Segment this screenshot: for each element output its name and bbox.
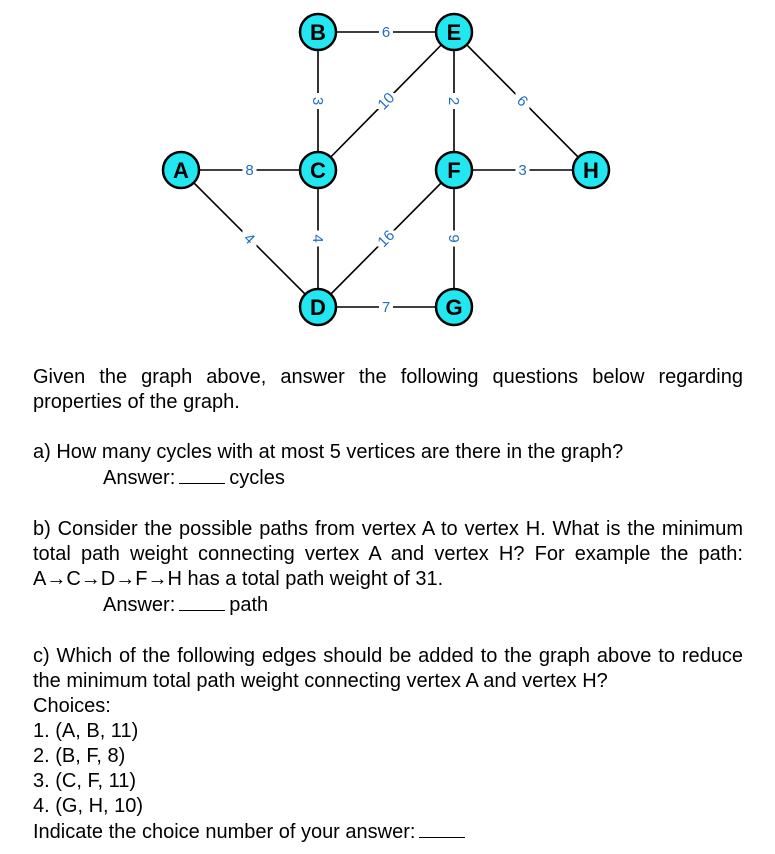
question-b — [33, 517, 743, 618]
edge-weight-F-G: 9 — [445, 234, 462, 243]
graph-diagram — [0, 0, 775, 340]
node-label: D — [310, 295, 326, 320]
node-A — [163, 152, 199, 188]
question-a-answer-line — [33, 465, 743, 491]
choice-prompt: Indicate the choice number of your answer: — [33, 821, 416, 843]
question-c — [33, 644, 743, 845]
node-B — [300, 14, 336, 50]
answer-blank-c[interactable] — [419, 819, 465, 838]
node-F — [436, 152, 472, 188]
edge-weight-A-C: 8 — [245, 162, 254, 179]
edge-weight-E-F: 2 — [445, 96, 462, 106]
choice-item: 3. (C, F, 11) — [33, 770, 136, 792]
edge-weight-E-H: 6 — [513, 92, 532, 111]
node-label: F — [447, 158, 461, 183]
choice-item: 4. (G, H, 10) — [33, 795, 144, 817]
node-G — [436, 289, 472, 325]
edge-weight-D-F: 16 — [374, 226, 399, 251]
question-a — [33, 440, 743, 491]
edge-weight-B-E: 6 — [381, 24, 391, 41]
answer-suffix: cycles — [229, 467, 285, 489]
choice-item: 1. (A, B, 11) — [33, 720, 139, 742]
choices-label: Choices: — [33, 695, 111, 717]
node-H — [573, 152, 609, 188]
choice-item: 2. (B, F, 8) — [33, 745, 126, 767]
node-D — [300, 289, 336, 325]
edge-weight-B-C: 3 — [309, 96, 326, 106]
node-C — [300, 152, 336, 188]
choices-list — [33, 719, 743, 819]
answer-suffix: path — [229, 594, 269, 616]
edge-weight-A-D: 4 — [240, 229, 259, 248]
node-label: G — [445, 295, 463, 320]
question-a-text: a) How many cycles with at most 5 vertices are there in the graph? — [33, 441, 624, 463]
node-label: C — [310, 158, 326, 183]
node-label: H — [583, 158, 599, 183]
question-b-answer-line — [33, 592, 743, 618]
node-E — [436, 14, 472, 50]
edge-weight-C-E: 10 — [374, 89, 399, 114]
edge-weight-C-D: 4 — [309, 234, 326, 243]
answer-prefix: Answer: — [103, 467, 176, 489]
question-c-text: c) Which of the following edges should be added to the graph above to reduce the minimum total path weight connecting vertex A and vertex H? — [33, 645, 743, 692]
node-label: E — [446, 20, 462, 45]
answer-prefix: Answer: — [103, 594, 176, 616]
answer-blank-b[interactable] — [179, 592, 225, 611]
answer-blank-a[interactable] — [179, 465, 225, 484]
node-label: A — [173, 158, 189, 183]
intro-text: Given the graph above, answer the following questions below regarding properties of the graph. — [33, 366, 743, 413]
edge-weight-F-H: 3 — [518, 162, 527, 179]
node-label: B — [310, 20, 326, 45]
choice-prompt-line — [33, 819, 743, 845]
question-b-text: b) Consider the possible paths from vertex A to vertex H. What is the minimum total path weight connecting vertex A and vertex H? For example the path: A→C→D→F→H has a total path weight of 31. — [33, 518, 743, 590]
edge-weight-D-G: 7 — [381, 299, 391, 316]
